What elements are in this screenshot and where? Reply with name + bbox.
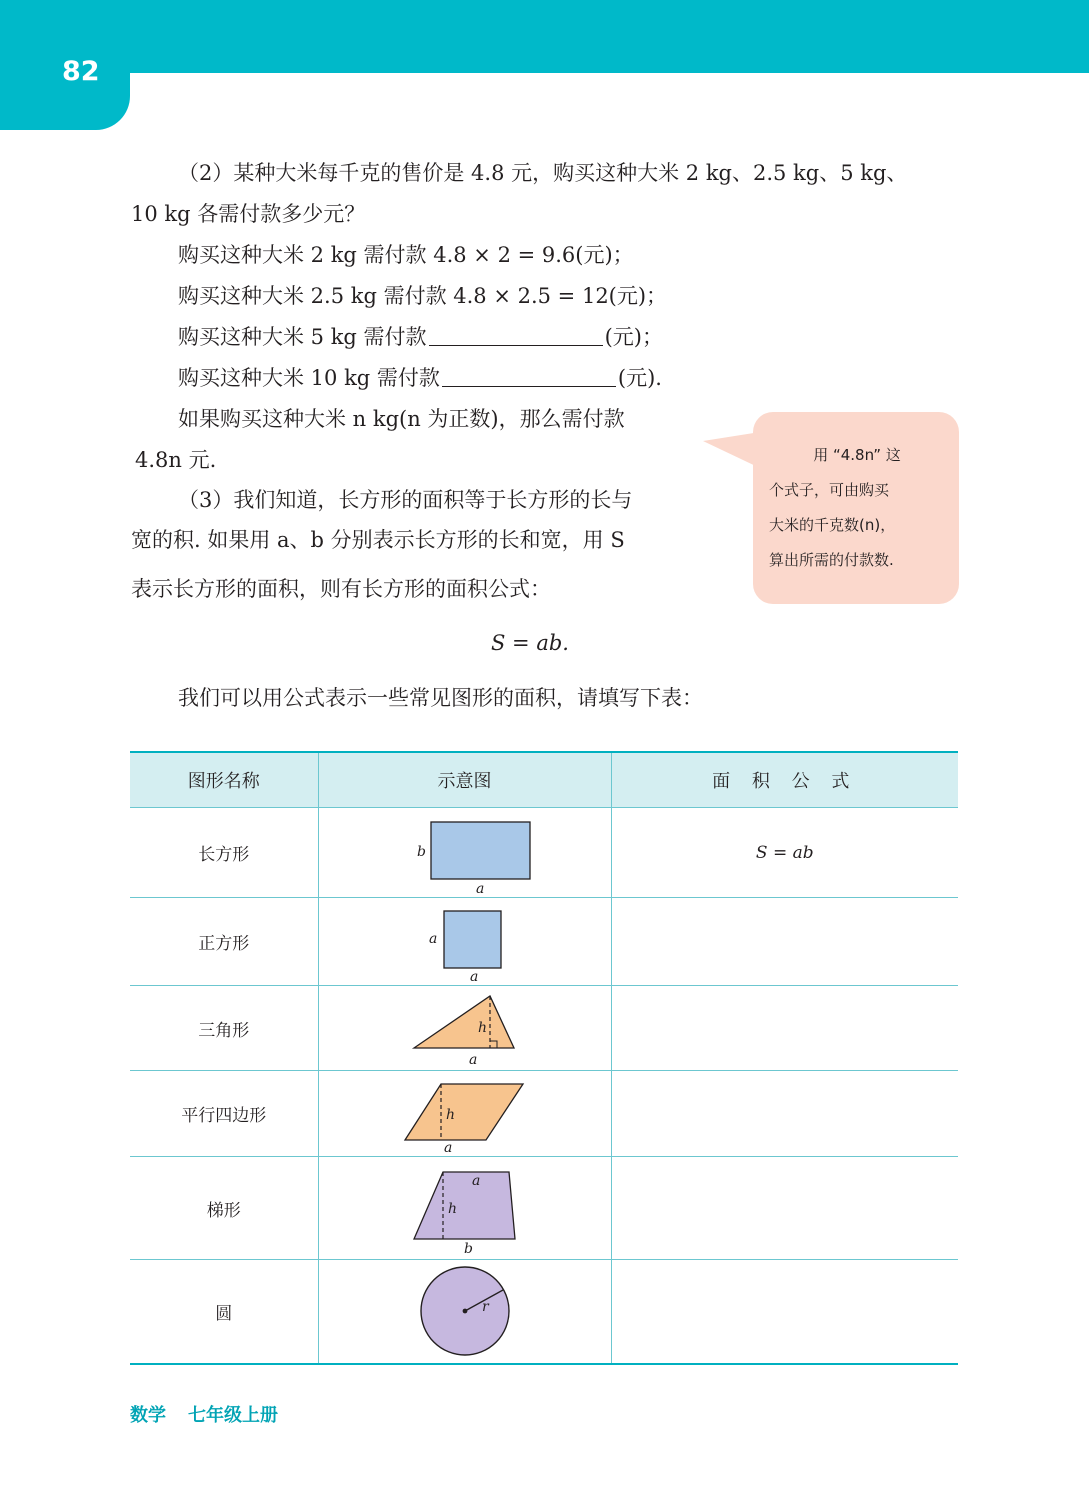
header-bar	[0, 0, 1089, 73]
answer-5kg-blank[interactable]	[429, 323, 603, 346]
rectangle-label-a: a	[475, 880, 484, 894]
parallelogram-label-h: h	[445, 1106, 455, 1123]
parallelogram-diagram	[402, 1076, 528, 1152]
table-row	[130, 808, 958, 898]
problem2-line1: （2）某种大米每千克的售价是 4.8 元，购买这种大米 2 kg、2.5 kg、5 kg、	[178, 161, 908, 185]
problem2-line2: 10 kg 各需付款多少元？	[131, 202, 366, 226]
shape-name-circle: 圆	[130, 1260, 318, 1364]
square-label-side-left: a	[428, 930, 437, 947]
header-diagram: 示意图	[318, 752, 611, 808]
problem3-line3: 表示长方形的面积，则有长方形的面积公式：	[131, 577, 551, 601]
problem3-line2: 宽的积. 如果用 a、b 分别表示长方形的长和宽，用 S	[131, 528, 625, 552]
header-shape-name: 图形名称	[130, 752, 318, 808]
answer-2kg: 购买这种大米 2 kg 需付款 4.8 × 2 = 9.6(元)；	[178, 243, 634, 267]
triangle-label-a: a	[468, 1052, 477, 1066]
formula-rectangle[interactable]: S = ab	[611, 808, 958, 898]
square-diagram	[415, 902, 515, 982]
circle-diagram-cell	[318, 1260, 611, 1364]
area-formula-table	[130, 751, 958, 1365]
tip-text	[769, 438, 945, 578]
table-instruction: 我们可以用公式表示一些常见图形的面积，请填写下表：	[178, 686, 703, 710]
trapezoid-diagram-cell	[318, 1157, 611, 1260]
general-case-line2: 4.8n 元.	[135, 448, 217, 472]
shape-name-trapezoid: 梯形	[130, 1157, 318, 1260]
shape-name-rectangle: 长方形	[130, 808, 318, 898]
rectangle-area-formula: S = ab.	[491, 631, 569, 655]
table-header-row	[130, 752, 958, 808]
footer-subject: 数学	[130, 1405, 166, 1426]
formula-parallelogram[interactable]	[611, 1071, 958, 1157]
formula-triangle[interactable]	[611, 986, 958, 1071]
page-number: 82	[62, 56, 100, 87]
shape-name-parallelogram: 平行四边形	[130, 1071, 318, 1157]
rectangle-label-b: b	[416, 843, 426, 860]
tip-line-1: 用 “4.8n” 这	[813, 446, 901, 464]
triangle-label-h: h	[477, 1020, 487, 1036]
answer-10kg-suffix: (元).	[617, 366, 662, 390]
table-row	[130, 1260, 958, 1364]
footer-grade: 七年级上册	[188, 1405, 278, 1426]
problem3-line1: （3）我们知道，长方形的面积等于长方形的长与	[178, 488, 633, 512]
rectangle-diagram	[395, 812, 535, 894]
answer-5kg-suffix: (元)；	[604, 325, 663, 349]
general-case-line1: 如果购买这种大米 n kg(n 为正数)，那么需付款	[178, 407, 625, 431]
trapezoid-label-a: a	[471, 1173, 480, 1189]
table-row	[130, 898, 958, 986]
answer-10kg	[178, 363, 662, 393]
formula-trapezoid[interactable]	[611, 1157, 958, 1260]
answer-5kg-prefix: 购买这种大米 5 kg 需付款	[178, 325, 427, 349]
answer-5kg	[178, 322, 663, 352]
answer-10kg-prefix: 购买这种大米 10 kg 需付款	[178, 366, 440, 390]
rectangle-diagram-cell	[318, 808, 611, 898]
header-area-formula: 面 积 公 式	[611, 752, 958, 808]
shape-name-triangle: 三角形	[130, 986, 318, 1071]
square-label-side-bottom: a	[469, 968, 478, 982]
table-row	[130, 1157, 958, 1260]
parallelogram-diagram-cell	[318, 1071, 611, 1157]
triangle-diagram-cell	[318, 986, 611, 1071]
trapezoid-label-b: b	[463, 1241, 473, 1253]
formula-square[interactable]	[611, 898, 958, 986]
shape-name-square: 正方形	[130, 898, 318, 986]
formula-circle[interactable]	[611, 1260, 958, 1364]
tip-line-4: 算出所需的付款数.	[769, 551, 894, 569]
answer-2-5kg: 购买这种大米 2.5 kg 需付款 4.8 × 2.5 = 12(元)；	[178, 284, 668, 308]
tip-line-2: 个式子，可由购买	[769, 481, 890, 499]
trapezoid-label-h: h	[447, 1201, 457, 1217]
circle-diagram	[417, 1263, 513, 1359]
triangle-diagram	[410, 990, 520, 1066]
table-row	[130, 986, 958, 1071]
footer	[130, 1402, 278, 1430]
tip-line-3: 大米的千克数(n)，	[769, 516, 896, 534]
circle-label-r: r	[481, 1299, 489, 1316]
square-diagram-cell	[318, 898, 611, 986]
table-row	[130, 1071, 958, 1157]
answer-10kg-blank[interactable]	[442, 364, 616, 387]
trapezoid-diagram	[410, 1163, 520, 1253]
parallelogram-label-a: a	[443, 1139, 452, 1152]
